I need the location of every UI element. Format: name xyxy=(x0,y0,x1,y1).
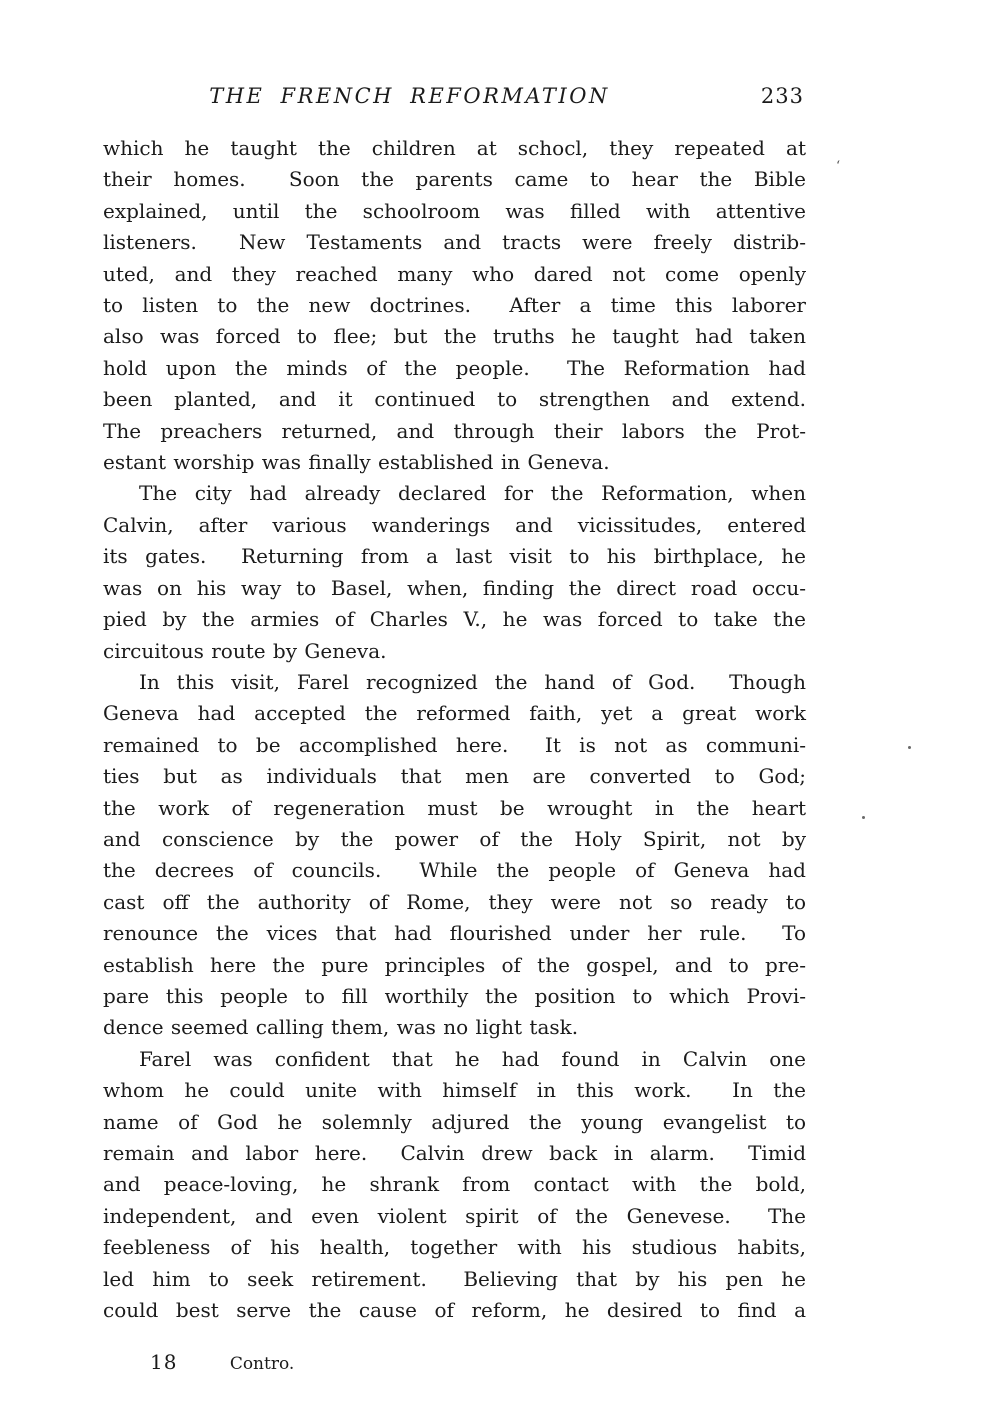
text-line: pied by the armies of Charles V., he was forced to take the xyxy=(103,607,806,632)
text-line: Farel was confident that he had found in Calvin one xyxy=(139,1046,806,1071)
text-line: been planted, and it continued to strengthen and extend. xyxy=(103,387,806,412)
scan-speck-dot xyxy=(862,816,865,819)
text-line: In this visit, Farel recognized the hand of God. Though xyxy=(139,669,806,694)
text-line: the work of regeneration must be wrought in the heart xyxy=(103,795,806,820)
text-line: and conscience by the power of the Holy Spirit, not by xyxy=(103,826,806,851)
paragraph xyxy=(103,667,806,1044)
page-body xyxy=(103,133,806,1326)
page-footer xyxy=(150,1350,294,1374)
text-line: independent, and even violent spirit of the Genevese. The xyxy=(103,1203,806,1228)
signature-number: 18 xyxy=(150,1350,178,1374)
text-line: cast off the authority of Rome, they were not so ready to xyxy=(103,889,806,914)
text-line: hold upon the minds of the people. The Reformation had xyxy=(103,355,806,380)
scan-speck-dot xyxy=(908,746,911,749)
text-line: The preachers returned, and through their labors the Prot- xyxy=(103,418,806,443)
running-header-title: THE FRENCH REFORMATION xyxy=(209,84,610,108)
text-line: also was forced to flee; but the truths he taught had taken xyxy=(103,324,806,349)
text-line: The city had already declared for the Reformation, when xyxy=(139,481,806,506)
text-line: renounce the vices that had flourished under her rule. To xyxy=(103,921,806,946)
text-line: their homes. Soon the parents came to hear the Bible xyxy=(103,167,806,192)
text-line: was on his way to Basel, when, finding the direct road occu- xyxy=(103,575,806,600)
text-line: its gates. Returning from a last visit to his birthplace, he xyxy=(103,544,806,569)
text-line: which he taught the children at schocl, they repeated at xyxy=(103,136,806,160)
text-line: explained, until the schoolroom was filled with attentive xyxy=(103,198,806,223)
paragraph xyxy=(103,133,806,478)
text-line: whom he could unite with himself in this work. In the xyxy=(103,1078,806,1103)
text-line: pare this people to fill worthily the position to which Provi- xyxy=(103,983,806,1008)
text-line: the decrees of councils. While the people of Geneva had xyxy=(103,858,806,883)
text-line: feebleness of his health, together with his studious habits, xyxy=(103,1235,806,1260)
text-line: led him to seek retirement. Believing that by his pen he xyxy=(103,1266,806,1291)
text-line: Geneva had accepted the reformed faith, yet a great work xyxy=(103,701,806,726)
text-line: circuitous route by Geneva. xyxy=(103,638,387,663)
text-line: establish here the pure principles of the gospel, and to pre- xyxy=(103,952,806,977)
text-line: dence seemed calling them, was no light task. xyxy=(103,1015,579,1040)
text-line: ties but as individuals that men are converted to God; xyxy=(103,764,806,789)
page-number: 233 xyxy=(760,84,804,108)
paragraph xyxy=(103,1044,806,1327)
scan-speck: ‘ xyxy=(836,159,841,174)
signature-label: Contro. xyxy=(229,1354,295,1374)
text-line: estant worship was finally established in Geneva. xyxy=(103,450,610,475)
paragraph xyxy=(103,478,806,666)
text-line: remained to be accomplished here. It is not as communi- xyxy=(103,732,806,757)
text-line: uted, and they reached many who dared not come openly xyxy=(103,261,806,286)
text-line: listeners. New Testaments and tracts were freely distrib- xyxy=(103,230,806,255)
running-header xyxy=(103,84,806,114)
text-line: could best serve the cause of reform, he desired to find a xyxy=(103,1298,806,1323)
text-line: and peace-loving, he shrank from contact with the bold, xyxy=(103,1172,806,1197)
text-line: Calvin, after various wanderings and vicissitudes, entered xyxy=(103,512,806,537)
text-line: remain and labor here. Calvin drew back in alarm. Timid xyxy=(103,1141,806,1165)
text-line: to listen to the new doctrines. After a time this laborer xyxy=(103,293,806,318)
text-line: name of God he solemnly adjured the young evangelist to xyxy=(103,1109,806,1134)
